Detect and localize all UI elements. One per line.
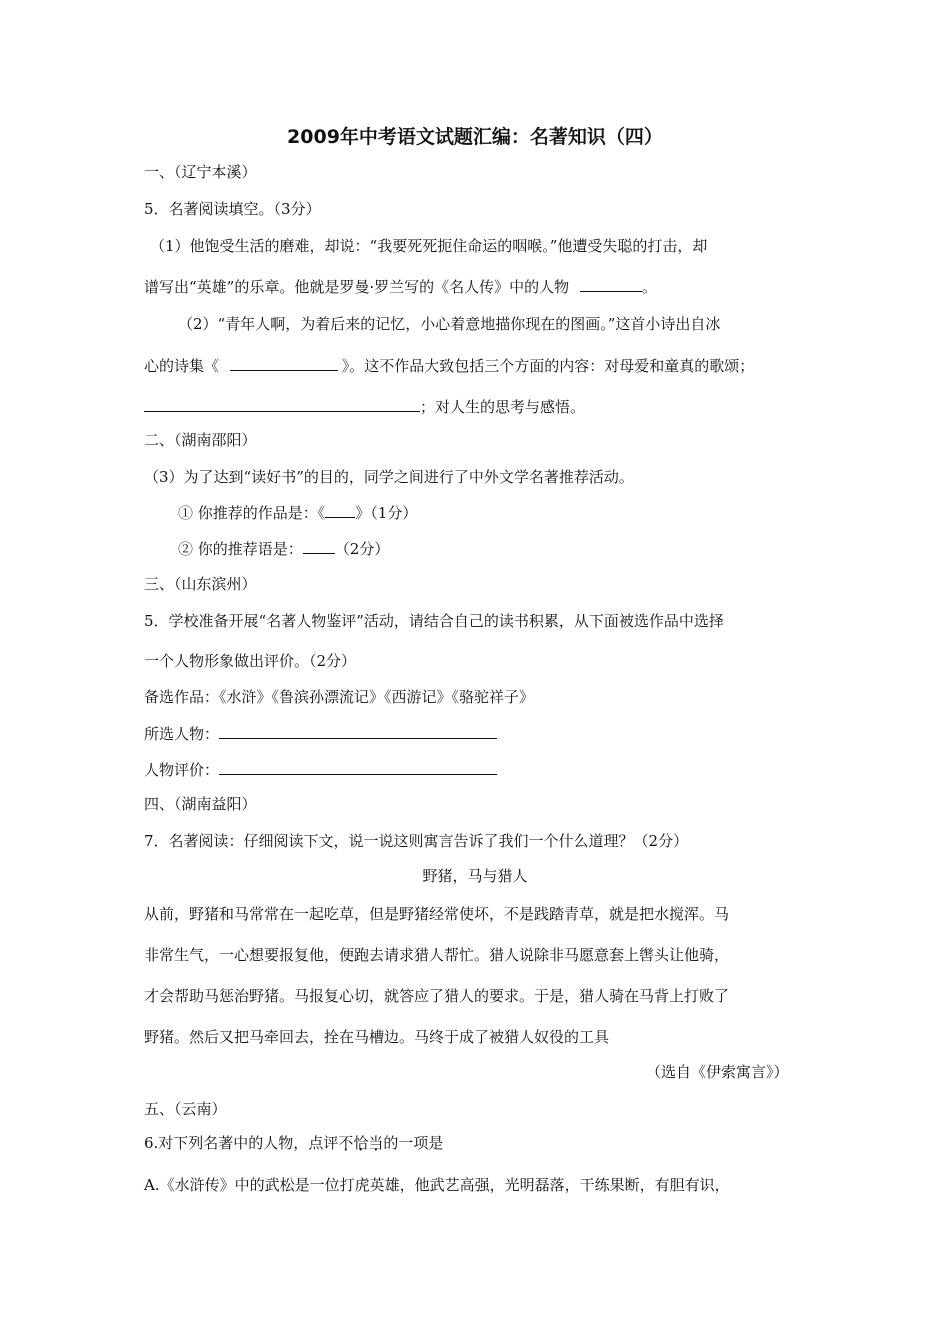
answer-blank-selected-person[interactable] [219,723,497,739]
page-title: 2009年中考语文试题汇编：名著知识（四） [287,126,663,148]
question-5b-line-2: 一个人物形象做出评价。（2分） [144,652,357,670]
emphasis-char: 当 [368,1134,384,1152]
story-line-4: 野猪。然后又把马牵回去，拴在马槽边。马终于成了被猎人奴役的工具 [144,1028,610,1046]
section-header-5: 五、（云南） [144,1100,227,1118]
item-2-line-2: 心的诗集《 》。这不作品大致包括三个方面的内容：对母爱和童真的歌颂； [144,357,755,375]
answer-blank-work[interactable] [325,502,355,518]
recommend-text-line: ② 你的推荐语是： （2分） [178,540,390,558]
recommend-work-line: ① 你推荐的作品是：《 》（1分） [178,504,418,522]
answer-blank-evaluation[interactable] [219,759,497,775]
answer-blank-content[interactable] [144,396,420,412]
item-1-text: 谱写出“英雄”的乐章。他就是罗曼·罗兰写的《名人传》中的人物 [144,278,570,296]
answer-blank-person[interactable] [580,276,642,292]
section-header-3: 三、（山东滨州） [144,575,257,593]
candidate-works: 备选作品：《水浒》《鲁滨孙漂流记》《西游记》《骆驼祥子》 [144,688,535,706]
question-6-prompt: 6.对下列名著中的人物，点评不恰当的一项是 [144,1134,444,1152]
question-3-prompt: （3）为了达到“读好书”的目的，同学之间进行了中外文学名著推荐活动。 [144,468,634,486]
emphasis-char: 不 [338,1134,354,1152]
question-5-prompt: 5．名著阅读填空。（3分） [144,200,321,218]
selected-person-line: 所选人物： [144,723,497,744]
item-2-line-3: ；对人生的思考与感悟。 [144,396,585,417]
emphasis-char: 恰 [353,1134,369,1152]
item-2-line-1: （2）“青年人啊，为着后来的记忆，小心着意地描你现在的图画。”这首小诗出自冰 [178,315,721,333]
story-line-1: 从前，野猪和马常常在一起吃草，但是野猪经常使坏，不是践踏青草，就是把水搅浑。马 [144,905,730,923]
answer-blank-poem-collection[interactable] [230,355,338,371]
section-header-2: 二、（湖南邵阳） [144,431,257,449]
question-5b-line-1: 5．学校准备开展“名著人物鉴评”活动，请结合自己的读书积累，从下面被选作品中选择 [144,612,724,630]
story-line-2: 非常生气，一心想要报复他，便跑去请求猎人帮忙。猎人说除非马愿意套上辔头让他骑， [144,946,730,964]
story-title: 野猪，马与猎人 [422,867,528,885]
story-source: （选自《伊索寓言》） [646,1063,789,1081]
section-header-4: 四、（湖南益阳） [144,795,257,813]
item-1-line-2: 谱写出“英雄”的乐章。他就是罗曼·罗兰写的《名人传》中的人物 。 [144,278,657,296]
question-7-prompt: 7．名著阅读：仔细阅读下文，说一说这则寓言告诉了我们一个什么道理？（2分） [144,832,689,850]
section-header-1: 一、（辽宁本溪） [144,163,257,181]
option-a: A.《水浒传》中的武松是一位打虎英雄，他武艺高强，光明磊落，干练果断，有胆有识， [144,1176,730,1194]
story-line-3: 才会帮助马惩治野猪。马报复心切，就答应了猎人的要求。于是，猎人骑在马背上打败了 [144,987,730,1005]
item-1-line-1: （1）他饱受生活的磨难，却说：“我要死死扼住命运的咽喉。”他遭受失聪的打击，却 [150,237,708,255]
answer-blank-recommendation[interactable] [303,538,335,554]
person-evaluation-line: 人物评价： [144,759,497,780]
